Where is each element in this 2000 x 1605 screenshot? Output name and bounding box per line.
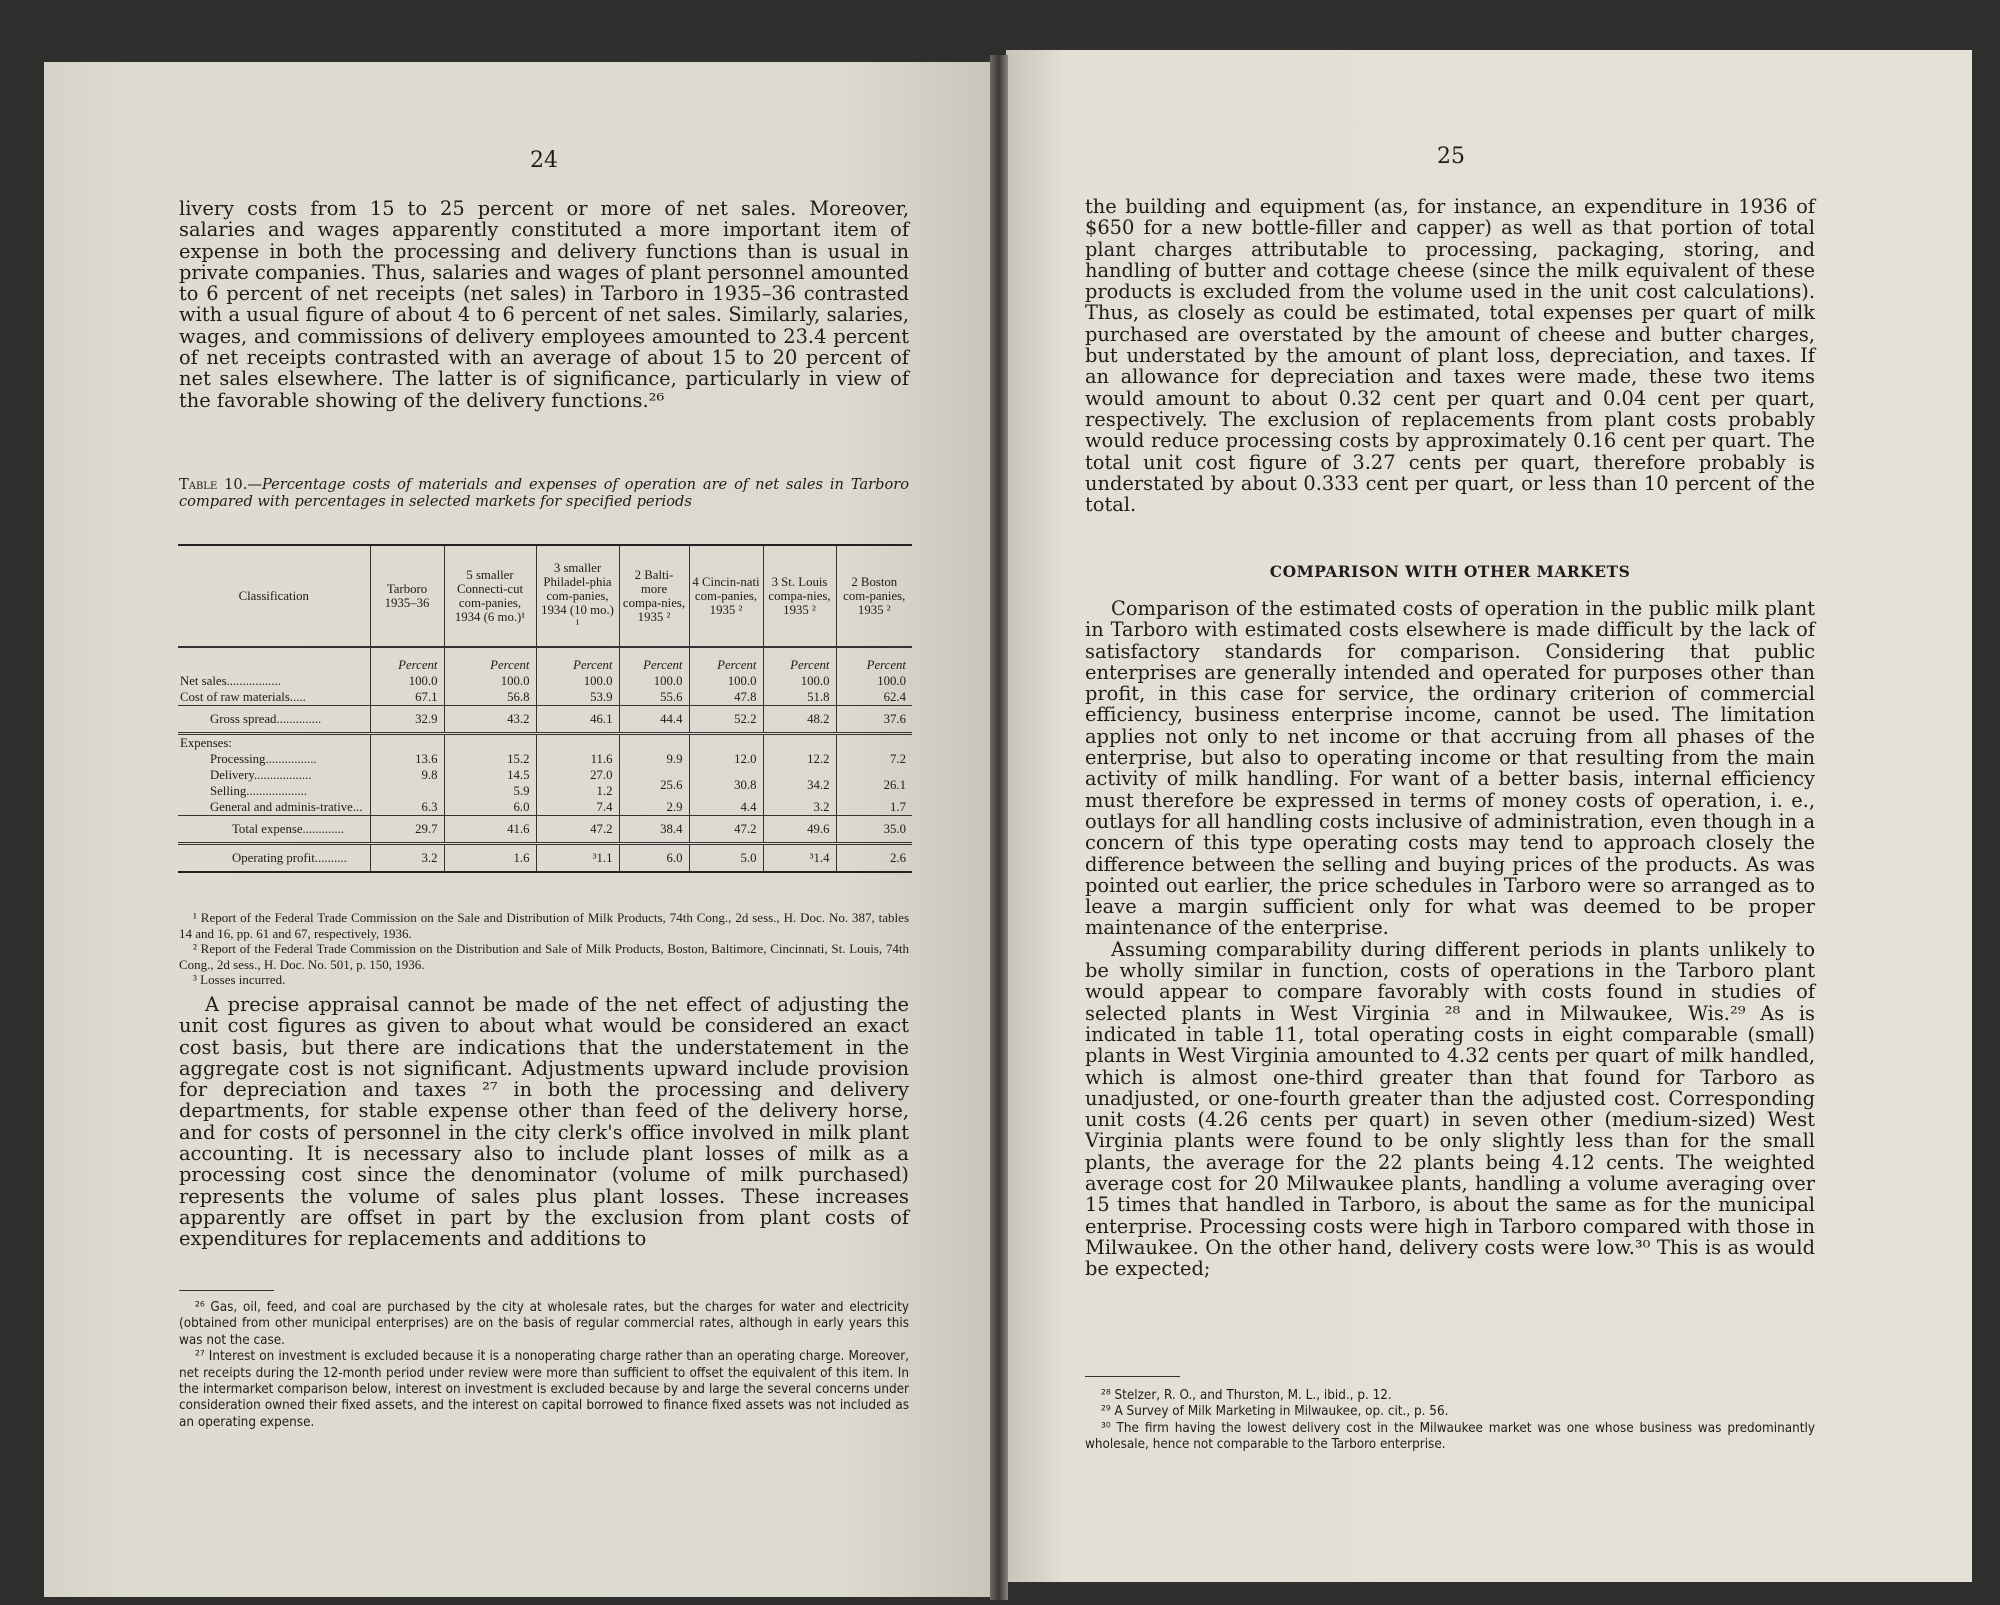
table-cell — [370, 734, 444, 752]
table-cell — [619, 751, 689, 767]
cell-value: 51.8 — [807, 690, 830, 704]
cell-value: 37.6 — [883, 712, 906, 726]
table-cell — [619, 706, 689, 734]
footnote-30: ³⁰ The firm having the lowest delivery cost in the Milwaukee market was one whose business was predominantly wholesale, hence not comparable to the Tarboro enterprise. — [1085, 1420, 1815, 1453]
table-cell — [444, 844, 536, 873]
table-cell — [619, 689, 689, 706]
table-row — [178, 783, 912, 799]
table-footnote-1: ¹ Report of the Federal Trade Commission on the Sale and Distribution of Milk Products, 74th Cong., 2d sess., H. Doc. No. 387, tables 14 and 16, pp. 61 and 67, respectively, 1936. — [179, 910, 909, 941]
cell-value: 2.9 — [666, 800, 683, 814]
row-label: Selling................... — [210, 784, 308, 798]
table-cell — [763, 734, 836, 752]
unit-label: Percent — [836, 647, 912, 673]
table-footnote-2: ² Report of the Federal Trade Commission on the Distribution and Sale of Milk Products, Boston, Baltimore, Cincinnati, St. Louis, 74th Cong., 2d sess., H. Doc. No. 501, p. 150, 1936. — [179, 941, 909, 972]
cell-value: 47.2 — [734, 822, 757, 836]
cell-value: 13.6 — [415, 752, 438, 766]
table-cell — [444, 783, 536, 799]
cell-value: 15.2 — [507, 752, 530, 766]
table-cell — [763, 844, 836, 873]
table-cell — [444, 816, 536, 844]
table-header-row — [178, 545, 912, 647]
table-cell — [536, 816, 619, 844]
table-cell — [689, 799, 763, 816]
table-cell — [444, 799, 536, 816]
table-caption-label: Table 10. — [179, 476, 248, 493]
table-cell — [763, 816, 836, 844]
cell-value: 34.2 — [807, 778, 830, 792]
right-paragraphs-block — [1085, 598, 1815, 1280]
column-header: Tarboro 1935–36 — [370, 545, 444, 647]
cell-value: 46.1 — [590, 712, 613, 726]
cell-value: 5.9 — [513, 784, 530, 798]
row-label: Processing................ — [210, 752, 317, 766]
cell-value: 1.7 — [890, 800, 906, 814]
cell-value: 52.2 — [734, 712, 757, 726]
cell-value: 100.0 — [877, 674, 906, 688]
cell-value: 62.4 — [883, 690, 906, 704]
cell-value: 27.0 — [590, 768, 613, 782]
unit-label-empty — [178, 647, 370, 673]
table-cell — [763, 799, 836, 816]
table-row — [178, 799, 912, 816]
table-cell — [619, 673, 689, 689]
cell-value: 11.6 — [590, 752, 613, 766]
table-cell — [536, 689, 619, 706]
cell-value: 32.9 — [415, 712, 438, 726]
unit-row — [178, 647, 912, 673]
footnote-28: ²⁸ Stelzer, R. O., and Thurston, M. L., ibid., p. 12. — [1101, 1388, 1392, 1403]
row-label: Operating profit.......... — [178, 844, 370, 873]
table-cell — [689, 689, 763, 706]
table-cell — [536, 673, 619, 689]
table-caption — [179, 476, 909, 510]
cell-value: 2.6 — [890, 851, 906, 865]
cell-value: 48.2 — [807, 712, 830, 726]
table-cell — [689, 673, 763, 689]
table-cell — [444, 767, 536, 783]
cell-value: 67.1 — [415, 690, 438, 704]
cell-value: 9.8 — [421, 768, 438, 782]
table-cell — [536, 767, 619, 783]
cell-value: 3.2 — [813, 800, 830, 814]
table-cell — [689, 844, 763, 873]
table-cell — [689, 734, 763, 752]
table-cell — [763, 751, 836, 767]
footnote-29: ²⁹ A Survey of Milk Marketing in Milwaukee, op. cit., p. 56. — [1101, 1404, 1449, 1420]
table-cell — [370, 783, 444, 799]
table-cell — [836, 673, 912, 689]
table-cell — [444, 689, 536, 706]
row-label: Expenses: — [178, 734, 370, 752]
right-paragraph-1-block — [1085, 196, 1815, 515]
table-cell — [689, 767, 763, 792]
footnote-divider-right — [1085, 1376, 1180, 1377]
left-paragraph-2: A precise appraisal cannot be made of the net effect of adjusting the unit cost figures as given to about what would be considered an exact cost basis, but there are indications that the understatement in the aggregate cost is not significant. Adjustments upward include provision for depreciation and taxes ²⁷ in both the processing and delivery departments, for stable expense other than feed of the delivery horse, and for costs of personnel in the city clerk's office involved in milk plant accounting. It is necessary also to include plant losses of milk as a processing cost since the denominator (volume of milk purchased) represents the volume of sales plus plant losses. These increases apparently are offset in part by the exclusion from plant costs of expenditures for replacements and additions to — [179, 993, 909, 1251]
table-cell — [536, 783, 619, 799]
cell-value: 5.0 — [740, 851, 757, 865]
cell-value: 3.2 — [421, 851, 438, 865]
table-cell — [836, 844, 912, 873]
column-header-classification: Classification — [178, 545, 370, 647]
table-cell — [763, 689, 836, 706]
left-paragraph-1-block — [179, 198, 909, 411]
cell-value: 12.2 — [807, 752, 830, 766]
column-header: 4 Cincin-nati com-panies, 1935 ² — [689, 545, 763, 647]
book-spine — [990, 55, 1008, 1600]
cell-value: 43.2 — [507, 712, 530, 726]
cell-value: 41.6 — [507, 822, 530, 836]
left-footnotes — [179, 1300, 909, 1431]
table-row — [178, 844, 912, 873]
table-cell — [689, 751, 763, 767]
unit-label: Percent — [689, 647, 763, 673]
cell-value: 100.0 — [727, 674, 757, 688]
cell-value: 6.0 — [513, 800, 530, 814]
cost-comparison-table — [178, 544, 912, 873]
cell-value: 56.8 — [507, 690, 530, 704]
table-cell — [370, 673, 444, 689]
footnote-divider-left — [179, 1290, 274, 1291]
table-caption-text: —Percentage costs of materials and expenses of operation are of net sales in Tarboro compared with percentages in selected markets for specified periods — [179, 476, 909, 510]
section-heading: COMPARISON WITH OTHER MARKETS — [1269, 562, 1631, 581]
cell-value: 7.2 — [890, 752, 906, 766]
cell-value: 44.4 — [660, 712, 683, 726]
table-cell — [444, 751, 536, 767]
table-row — [178, 734, 912, 752]
page-number-right: 25 — [1437, 144, 1465, 169]
table-cell — [370, 799, 444, 816]
table-cell — [536, 734, 619, 752]
table-cell — [536, 751, 619, 767]
left-paragraph-1: livery costs from 15 to 25 percent or more of net sales. Moreover, salaries and wages apparently constituted a more important item of expense in both the processing and delivery functions than is usual in private companies. Thus, salaries and wages of plant personnel amounted to 6 percent of net receipts (net sales) in Tarboro in 1935–36 contrasted with a usual figure of about 4 to 6 percent of net sales. Similarly, salaries, wages, and commissions of delivery employees amounted to 23.4 percent of net receipts contrasted with an average of about 15 to 20 percent of net sales elsewhere. The latter is of significance, particularly in view of the favorable showing of the delivery functions.²⁶ — [179, 197, 909, 412]
row-label: Gross spread.............. — [178, 706, 370, 734]
column-header: 3 St. Louis compa-nies, 1935 ² — [763, 545, 836, 647]
row-label: Total expense............. — [178, 816, 370, 844]
table-cell — [836, 767, 912, 792]
cell-value: ³1.4 — [809, 851, 830, 865]
table-cell — [619, 799, 689, 816]
table-cell — [619, 816, 689, 844]
table-footnote-3: ³ Losses incurred. — [193, 972, 286, 987]
cell-value: 12.0 — [734, 752, 757, 766]
table-cell — [689, 706, 763, 734]
table-cell — [370, 706, 444, 734]
table-row — [178, 673, 912, 689]
table-cell — [619, 767, 689, 792]
table-cell — [836, 751, 912, 767]
table-cell — [836, 816, 912, 844]
table-cell — [836, 799, 912, 816]
cell-value: 6.3 — [421, 800, 438, 814]
table-cell — [536, 706, 619, 734]
cell-value: 29.7 — [415, 822, 438, 836]
cell-value: 9.9 — [666, 752, 683, 766]
table-row — [178, 689, 912, 706]
row-label: General and adminis-trative... — [210, 800, 363, 814]
column-header: 2 Balti-more compa-nies, 1935 ² — [619, 545, 689, 647]
table-cell — [763, 673, 836, 689]
cell-value: 14.5 — [507, 768, 530, 782]
cell-value: 100.0 — [583, 674, 613, 688]
column-header: 5 smaller Connecti-cut com-panies, 1934 (6 mo.)¹ — [444, 545, 536, 647]
table-cell — [836, 689, 912, 706]
table-cell — [444, 734, 536, 752]
table-cell — [444, 673, 536, 689]
table-cell — [619, 844, 689, 873]
cell-value: 100.0 — [408, 674, 438, 688]
row-label: Delivery.................. — [210, 768, 312, 782]
cell-value: 55.6 — [660, 690, 683, 704]
table-cell — [370, 751, 444, 767]
right-paragraph-3: Assuming comparability during different periods in plants unlikely to be wholly similar in function, costs of operations in the Tarboro plant would appear to compare favorably with costs found in studies of selected plants in West Virginia ²⁸ and in Milwaukee, Wis.²⁹ As is indicated in table 11, total operating costs in eight comparable (small) plants in West Virginia amounted to 4.32 cents per quart of milk handled, which is almost one-third greater than that found for Tarboro as unadjusted, or one-fourth greater than the adjusted cost. Corresponding unit costs (4.26 cents per quart) in seven other (medium-sized) West Virginia plants were found to be only slightly less than for the small plants, the average for the 22 plants being 4.12 cents. The weighted average cost for 20 Milwaukee plants, handling a volume averaging over 15 times that handled in Tarboro, is about the same as for the municipal enterprise. Processing costs were high in Tarboro compared with those in Milwaukee. On the other hand, delivery costs were low.³⁰ This is as would be expected; — [1085, 937, 1815, 1281]
cell-value: 6.0 — [666, 851, 683, 865]
cell-value: 47.8 — [734, 690, 757, 704]
footnote-27: ²⁷ Interest on investment is excluded because it is a nonoperating charge rather than an operating charge. Moreover, net receipts during the 12-month period under review were more than sufficient to offset the equivalent of this item. In the intermarket comparison below, interest on investment is excluded because by and large the several concerns under consideration owned their fixed assets, and the interest on capital borrowed to finance fixed assets was not included as an operating expense. — [179, 1349, 909, 1430]
table-cell — [370, 689, 444, 706]
cell-value: 53.9 — [590, 690, 613, 704]
cell-value: 100.0 — [653, 674, 683, 688]
page-number-left: 24 — [530, 148, 558, 173]
table-footnotes — [179, 910, 909, 988]
table-cell — [370, 767, 444, 783]
right-paragraph-1: the building and equipment (as, for instance, an expenditure in 1936 of $650 for a new bottle-filler and capper) as well as that portion of total plant charges attributable to processing, packaging, storing, and handling of butter and cottage cheese (since the milk equivalent of these products is excluded from the volume used in the unit cost calculations). Thus, as closely as could be estimated, total expenses per quart of milk purchased are overstated by the amount of cheese and butter charges, but understated by the amount of plant loss, depreciation, and taxes. If an allowance for depreciation and taxes were made, these two items would amount to about 0.32 cent per quart and 0.04 cent per quart, respectively. The exclusion of replacements from plant costs probably would reduce processing costs by approximately 0.16 cent per quart. The total unit cost figure of 3.27 cents per quart, therefore probably is understated by about 0.333 cent per quart, or less than 10 percent of the total. — [1085, 195, 1815, 517]
table-cell — [370, 844, 444, 873]
cell-value: 25.6 — [660, 778, 683, 792]
unit-label: Percent — [763, 647, 836, 673]
unit-label: Percent — [444, 647, 536, 673]
table-cell — [370, 816, 444, 844]
cell-value: 47.2 — [590, 822, 613, 836]
table-row — [178, 767, 912, 783]
table-cell — [836, 706, 912, 734]
cell-value: ³1.1 — [592, 851, 613, 865]
left-paragraph-2-block — [179, 994, 909, 1250]
cell-value: 49.6 — [807, 822, 830, 836]
table-cell — [536, 799, 619, 816]
table-row — [178, 816, 912, 844]
cell-value: 1.2 — [596, 784, 613, 798]
cell-value: 100.0 — [500, 674, 530, 688]
table-row — [178, 751, 912, 767]
cell-value: 26.1 — [883, 778, 906, 792]
unit-label: Percent — [619, 647, 689, 673]
table-cell — [689, 816, 763, 844]
row-label: Net sales................. — [180, 674, 281, 688]
table-cell — [763, 706, 836, 734]
cell-value: 38.4 — [660, 822, 683, 836]
table-cell — [836, 734, 912, 752]
cell-value: 7.4 — [596, 800, 613, 814]
table-cell — [619, 734, 689, 752]
unit-label: Percent — [536, 647, 619, 673]
unit-label: Percent — [370, 647, 444, 673]
table-cell — [444, 706, 536, 734]
cell-value: 35.0 — [883, 822, 906, 836]
table-row — [178, 706, 912, 734]
right-paragraph-2: Comparison of the estimated costs of operation in the public milk plant in Tarboro with estimated costs elsewhere is made difficult by the lack of satisfactory standards for comparison. Considering that public enterprises are generally intended and operated for purposes other than profit, in this case for service, the ordinary criterion of commercial efficiency, business enterprise income, cannot be used. The limitation applies not only to net income or that accruing from all phases of the enterprise, but also to operating income or that resulting from the main activity of milk handling. For want of a better basis, internal efficiency must therefore be expressed in terms of money costs of operation, i. e., outlays for all handling costs inclusive of administration, even though in a concern of this type operating costs may tend to approach closely the difference between the selling and buying prices of the products. As was pointed out earlier, the price schedules in Tarboro were so arranged as to leave a margin sufficient only for what was deemed to be proper maintenance of the enterprise. — [1085, 597, 1815, 940]
table-cell — [763, 767, 836, 792]
cell-value: 4.4 — [740, 800, 757, 814]
cell-value: 1.6 — [513, 851, 530, 865]
column-header: 3 smaller Philadel-phia com-panies, 1934 (10 mo.) ¹ — [536, 545, 619, 647]
row-label: Cost of raw materials..... — [180, 690, 306, 704]
cell-value: 100.0 — [800, 674, 830, 688]
table-cell — [536, 844, 619, 873]
right-footnotes — [1085, 1388, 1815, 1454]
cell-value: 30.8 — [734, 778, 757, 792]
footnote-26: ²⁶ Gas, oil, feed, and coal are purchased by the city at wholesale rates, but the charges for water and electricity (obtained from other municipal enterprises) are on the basis of regular commercial rates, although in early years this was not the case. — [179, 1300, 909, 1348]
column-header: 2 Boston com-panies, 1935 ² — [836, 545, 912, 647]
